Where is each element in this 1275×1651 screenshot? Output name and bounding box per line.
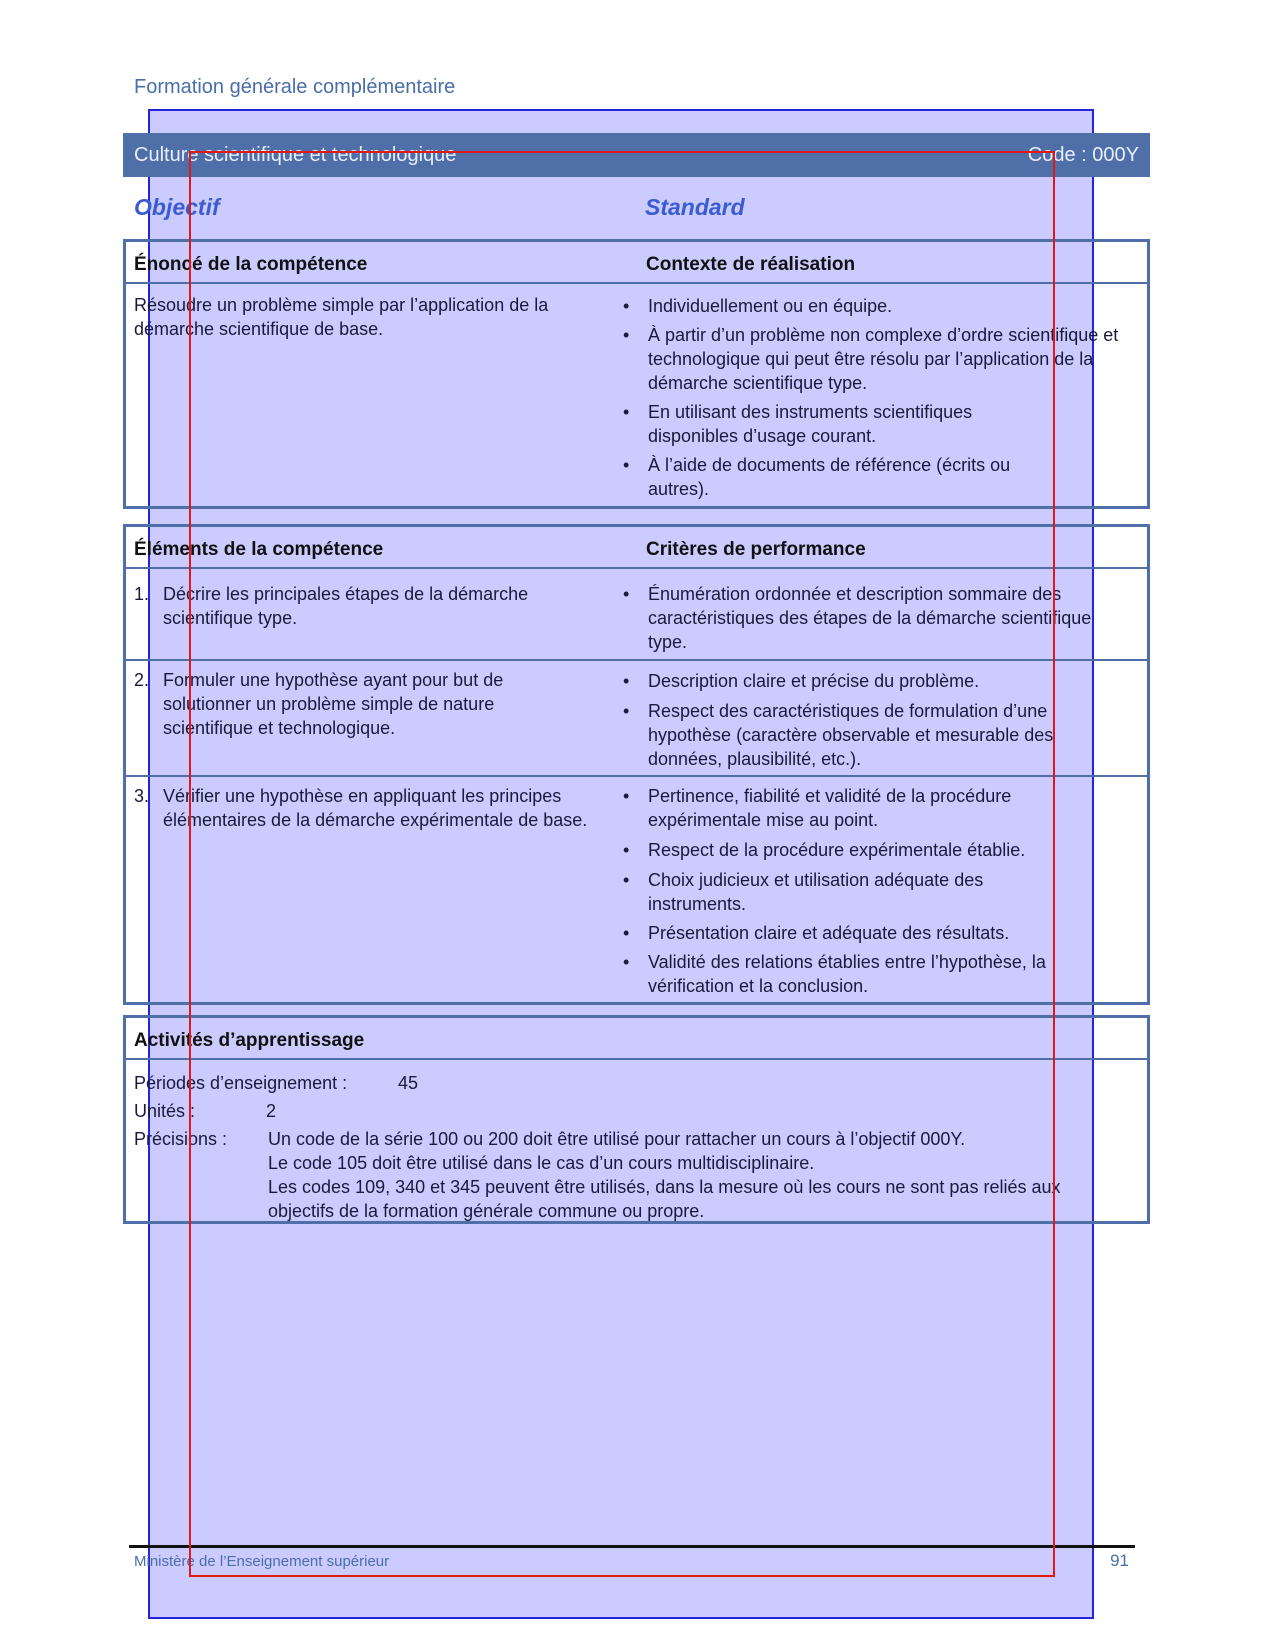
row-divider: [126, 659, 1147, 661]
objective-heading: Objectif: [134, 194, 220, 220]
bullet-icon: •: [623, 402, 630, 422]
section-code: Code : 000Y: [1027, 144, 1139, 166]
precision-line: Les codes 109, 340 et 345 peuvent être utilisés, dans la mesure où les cours ne sont pas reliés aux objectifs de la formation générale commune ou propre.: [268, 1177, 1061, 1221]
bullet-icon: •: [623, 786, 630, 806]
criteria-header: Critères de performance: [646, 539, 866, 560]
footer-ministry: Ministère de l’Enseignement supérieur: [134, 1553, 390, 1570]
criteria-item: • Énumération ordonnée et description sommaire des caractéristiques des étapes de la démarche scientifique type.: [623, 584, 1092, 652]
footer-divider: [129, 1545, 1135, 1548]
elements-header-row: [126, 527, 1147, 569]
criteria-item: • Respect des caractéristiques de formulation d’une hypothèse (caractère observable et mesurable des données, plausibilité, etc.).: [623, 701, 1054, 769]
criteria-item: • Présentation claire et adéquate des résultats.: [623, 923, 1010, 943]
competence-statement-header: Énoncé de la compétence: [134, 254, 368, 275]
standard-heading: Standard: [645, 194, 745, 220]
context-item: • En utilisant des instruments scientifiques disponibles d’usage courant.: [623, 402, 973, 446]
criteria-item: • Description claire et précise du problème.: [623, 671, 980, 691]
bullet-icon: •: [623, 455, 630, 475]
precision-line: Le code 105 doit être utilisé dans le cas d’un cours multidisciplinaire.: [268, 1153, 815, 1173]
bullet-icon: •: [623, 870, 630, 890]
element-item: 2. Formuler une hypothèse ayant pour but de solutionner un problème simple de nature scientifique et technologique.: [134, 670, 504, 738]
bullet-icon: •: [623, 584, 630, 604]
activities-header-row: [126, 1018, 1147, 1060]
element-item: 1. Décrire les principales étapes de la démarche scientifique type.: [134, 584, 529, 628]
section-title-bar: [123, 133, 1150, 177]
context-item: • À l’aide de documents de référence (écrits ou autres).: [623, 455, 1011, 499]
row-divider: [126, 775, 1147, 777]
bullet-icon: •: [623, 296, 630, 316]
section-title: Culture scientifique et technologique: [134, 144, 457, 166]
precisions-label: Précisions :: [134, 1129, 228, 1149]
elements-header: Éléments de la compétence: [134, 539, 384, 560]
bullet-icon: •: [623, 701, 630, 721]
precision-line: Un code de la série 100 ou 200 doit être utilisé pour rattacher un cours à l’objectif 000Y.: [268, 1129, 966, 1149]
criteria-item: • Choix judicieux et utilisation adéquate des instruments.: [623, 870, 984, 914]
competence-header-row: [126, 242, 1147, 284]
context-item: • Individuellement ou en équipe.: [623, 296, 893, 316]
periods-value: 45: [398, 1073, 419, 1093]
units-label: Unités :: [134, 1101, 196, 1121]
bullet-icon: •: [623, 952, 630, 972]
criteria-item: • Respect de la procédure expérimentale établie.: [623, 840, 1026, 860]
element-item: 3. Vérifier une hypothèse en appliquant les principes élémentaires de la démarche expérimentale de base.: [134, 786, 588, 830]
units-value: 2: [266, 1101, 277, 1121]
page-number: 91: [1110, 1551, 1129, 1570]
criteria-item: • Pertinence, fiabilité et validité de la procédure expérimentale mise au point.: [623, 786, 1012, 830]
periods-label: Périodes d’enseignement :: [134, 1073, 348, 1093]
bullet-icon: •: [623, 325, 630, 345]
criteria-item: • Validité des relations établies entre l’hypothèse, la vérification et la conclusion.: [623, 952, 1046, 996]
bullet-icon: •: [623, 671, 630, 691]
bullet-icon: •: [623, 840, 630, 860]
activities-header: Activités d’apprentissage: [134, 1030, 365, 1051]
competence-statement: Résoudre un problème simple par l’application de la démarche scientifique de base.: [134, 295, 549, 339]
program-label: Formation générale complémentaire: [134, 76, 456, 98]
context-header: Contexte de réalisation: [646, 254, 856, 275]
context-item: • À partir d’un problème non complexe d’ordre scientifique et technologique qui peut être résolu par l’application de la démarche scientifique type.: [623, 325, 1119, 393]
bullet-icon: •: [623, 923, 630, 943]
